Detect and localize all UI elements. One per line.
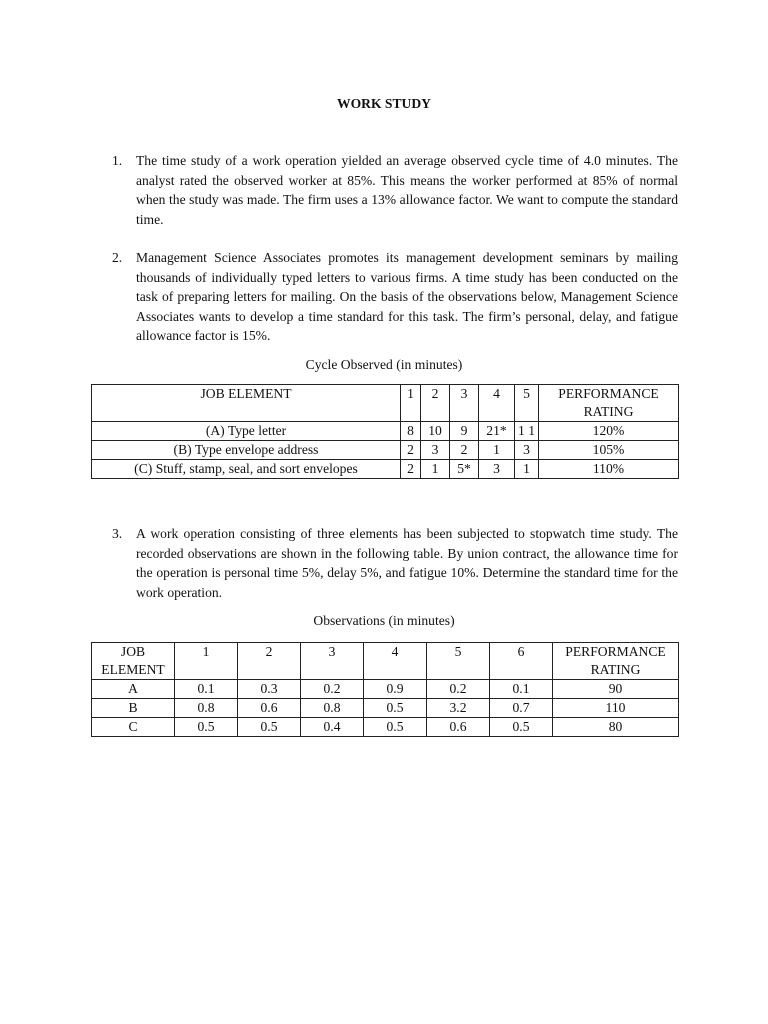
column-header: 1 <box>175 643 238 680</box>
column-header: 5 <box>427 643 490 680</box>
column-header: 2 <box>421 385 450 422</box>
table-cell: 0.5 <box>364 699 427 718</box>
table-cell: 0.8 <box>175 699 238 718</box>
table-cell: 0.9 <box>364 680 427 699</box>
table-cell: 0.5 <box>238 718 301 737</box>
table-cell: 2 <box>401 460 421 479</box>
table-cell: 110 <box>553 699 679 718</box>
table-cell: 0.7 <box>490 699 553 718</box>
question-text: A work operation consisting of three elements has been subjected to stopwatch time study. The recorded observations are shown in the following table. By union contract, the allowance time for the operation is personal time 5%, delay 5%, and fatigue 10%. Determine the standard time for the work operation. <box>136 526 678 600</box>
table-row <box>92 422 679 441</box>
table-cell: 0.5 <box>175 718 238 737</box>
table-cell: 0.2 <box>427 680 490 699</box>
table-row <box>92 460 679 479</box>
column-header: 4 <box>479 385 515 422</box>
table-cell: 3 <box>515 441 539 460</box>
table-cell: 0.5 <box>490 718 553 737</box>
table-cell: 90 <box>553 680 679 699</box>
table-cell: 3 <box>479 460 515 479</box>
column-header: JOB ELEMENT <box>92 643 175 680</box>
table-header-row <box>92 385 679 422</box>
table-cell: 5* <box>450 460 479 479</box>
table-cell: (A) Type letter <box>92 422 401 441</box>
table-row <box>92 680 679 699</box>
question-text: The time study of a work operation yielded an average observed cycle time of 4.0 minutes. The analyst rated the observed worker at 85%. This means the worker performed at 85% of normal when the study was made. The firm uses a 13% allowance factor. We want to compute the standard time. <box>136 153 678 227</box>
table-cell: 0.1 <box>490 680 553 699</box>
table-header-row <box>92 643 679 680</box>
table-cell: (C) Stuff, stamp, seal, and sort envelopes <box>92 460 401 479</box>
table-cell: 110% <box>539 460 679 479</box>
table-row <box>92 699 679 718</box>
question-text: Management Science Associates promotes its management development seminars by mailing thousands of individually typed letters to various firms. A time study has been conducted on the task of preparing letters for mailing. On the basis of the observations below, Management Science Associates wants to develop a time standard for this task. The firm’s personal, delay, and fatigue allowance factor is 15%. <box>136 250 678 343</box>
table-cell: A <box>92 680 175 699</box>
table-cell: 80 <box>553 718 679 737</box>
table-row <box>92 718 679 737</box>
table-cell: 2 <box>401 441 421 460</box>
table-cell: 1 1 <box>515 422 539 441</box>
question-2 <box>112 248 678 346</box>
table2-caption: Observations (in minutes) <box>313 613 455 628</box>
column-header: JOB ELEMENT <box>92 385 401 422</box>
column-header: 2 <box>238 643 301 680</box>
question-1 <box>112 151 678 229</box>
page-title: WORK STUDY <box>336 96 432 111</box>
cycle-observed-table <box>91 384 679 479</box>
table-cell: 2 <box>450 441 479 460</box>
question-number: 1. <box>112 153 123 168</box>
column-header: PERFORMANCE RATING <box>539 385 679 422</box>
table-cell: 1 <box>421 460 450 479</box>
column-header: PERFORMANCE RATING <box>553 643 679 680</box>
table-row <box>92 441 679 460</box>
table-cell: 0.4 <box>301 718 364 737</box>
observations-table <box>91 642 679 737</box>
column-header: 1 <box>401 385 421 422</box>
table-cell: 21* <box>479 422 515 441</box>
table1-caption: Cycle Observed (in minutes) <box>305 357 463 372</box>
table-cell: 0.1 <box>175 680 238 699</box>
column-header: 4 <box>364 643 427 680</box>
question-number: 2. <box>112 250 123 265</box>
question-number: 3. <box>112 526 123 541</box>
table-cell: 0.6 <box>427 718 490 737</box>
question-3 <box>112 524 678 602</box>
column-header: 3 <box>301 643 364 680</box>
table-cell: 120% <box>539 422 679 441</box>
column-header: 3 <box>450 385 479 422</box>
table-cell: 0.3 <box>238 680 301 699</box>
table-cell: 0.6 <box>238 699 301 718</box>
table-cell: (B) Type envelope address <box>92 441 401 460</box>
table-cell: 3.2 <box>427 699 490 718</box>
table-cell: C <box>92 718 175 737</box>
column-header: 6 <box>490 643 553 680</box>
table-cell: 1 <box>515 460 539 479</box>
table-cell: 10 <box>421 422 450 441</box>
column-header: 5 <box>515 385 539 422</box>
table-cell: 0.8 <box>301 699 364 718</box>
table-cell: 0.2 <box>301 680 364 699</box>
table-cell: 105% <box>539 441 679 460</box>
table-cell: B <box>92 699 175 718</box>
table-cell: 9 <box>450 422 479 441</box>
table-cell: 0.5 <box>364 718 427 737</box>
table-cell: 8 <box>401 422 421 441</box>
table-cell: 1 <box>479 441 515 460</box>
table-cell: 3 <box>421 441 450 460</box>
